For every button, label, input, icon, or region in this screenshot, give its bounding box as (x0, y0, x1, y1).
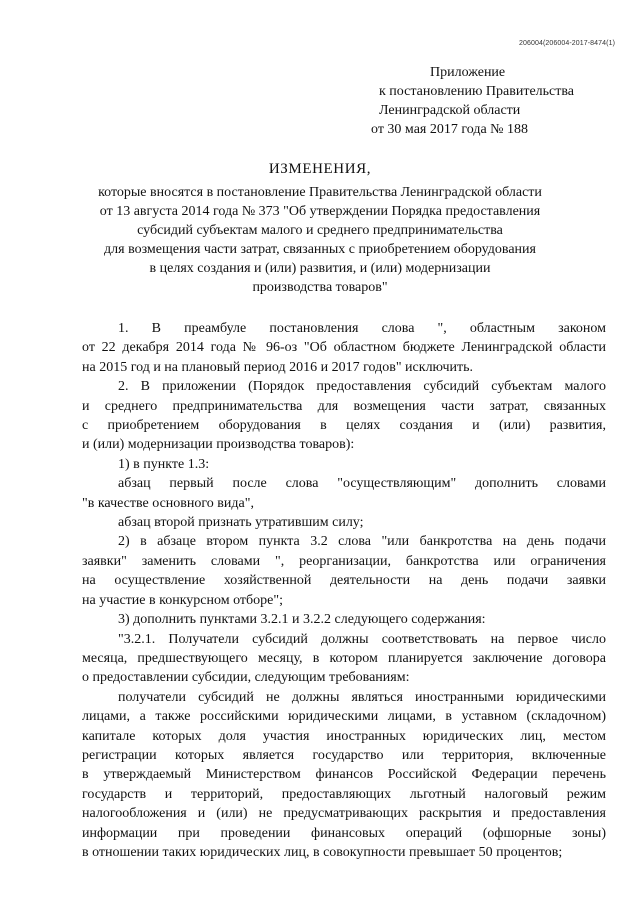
body-line-subitem-1: 1) в пункте 1.3: (118, 456, 210, 472)
body-line: налогообложения и (или) не предусматривающих раскрытия и предоставления (82, 806, 606, 822)
body-line-clause-3-2-1: "3.2.1. Получатели субсидий должны соответствовать на первое число (118, 631, 606, 647)
appendix-title: Приложение (430, 65, 506, 80)
body-line: в отношении таких юридических лиц, в совокупности превышает 50 процентов; (82, 844, 563, 860)
document-title: ИЗМЕНЕНИЯ, (268, 161, 372, 177)
body-line: лицами, а также российскими юридическими лицами, в уставном (складочном) (82, 709, 606, 725)
body-line: регистрации которых является государство или территория, включенные (82, 747, 606, 763)
body-line-subitem-3: 3) дополнить пунктами 3.2.1 и 3.2.2 следующего содержания: (118, 612, 486, 628)
body-line-item-1: 1. В преамбуле постановления слова ", областным законом (118, 321, 606, 336)
body-line-item-2: 2. В приложении (Порядок предоставления субсидий субъектам малого (118, 379, 606, 395)
body-line: в утверждаемый Министерством финансов Российской Федерации перечень (82, 767, 606, 783)
subtitle-line: в целях создания и (или) развития, и (или) модернизации (149, 261, 491, 276)
subtitle-line: производства товаров" (252, 280, 388, 295)
body-line: абзац второй признать утратившим силу; (118, 515, 364, 531)
body-line: на осуществление хозяйственной деятельности на день подачи заявки (82, 573, 606, 589)
body-line: "в качестве основного вида", (82, 495, 254, 511)
document-body (82, 319, 606, 862)
body-line: на участие в конкурсном отборе"; (82, 592, 283, 608)
subtitle-line: субсидий субъектам малого и среднего предпринимательства (137, 223, 503, 238)
body-line: государств и территорий, предоставляющих льготный налоговый режим (82, 786, 606, 802)
body-line-subitem-2: 2) в абзаце втором пункта 3.2 слова "или банкротства на день подачи (118, 534, 606, 550)
body-line: абзац первый после слова "осуществляющим" дополнить словами (118, 476, 606, 492)
registration-stamp: 206004(206004-2017-8474(1) (518, 40, 615, 47)
appendix-date: от 30 мая 2017 года № 188 (371, 122, 529, 137)
appendix-region: Ленинградской области (379, 103, 521, 118)
subtitle-line: для возмещения части затрат, связанных с приобретением оборудования (104, 242, 536, 257)
body-line: информации при проведении финансовых операций (офшорные зоны) (82, 825, 606, 841)
body-line: капитале которых доля участия иностранных юридических лиц, местом (82, 728, 606, 744)
subtitle-line: которые вносятся в постановление Правительства Ленинградской области (98, 185, 542, 200)
body-line: и среднего предпринимательства для возмещения части затрат, связанных (82, 398, 606, 414)
document-subtitle (80, 183, 560, 297)
body-line: о предоставлении субсидии, следующим требованиям: (82, 670, 410, 686)
body-line: получатели субсидий не должны являться иностранными юридическими (118, 689, 606, 705)
body-line: месяца, предшествующего месяцу, в котором планируется заключение договора (82, 650, 606, 666)
body-line: заявки" заменить словами ", реорганизации, банкротства или ограничения (82, 553, 606, 569)
appendix-resolution: к постановлению Правительства (379, 84, 575, 99)
body-line: от 22 декабря 2014 года № 96-оз "Об областном бюджете Ленинградской области (82, 340, 606, 356)
subtitle-line: от 13 августа 2014 года № 373 "Об утверждении Порядка предоставления (99, 204, 541, 219)
body-line: с приобретением оборудования в целях создания и (или) развития, (82, 418, 606, 434)
body-line: и (или) модернизации производства товаров): (82, 437, 355, 453)
body-line: на 2015 год и на плановый период 2016 и 2017 годов" исключить. (82, 359, 474, 375)
